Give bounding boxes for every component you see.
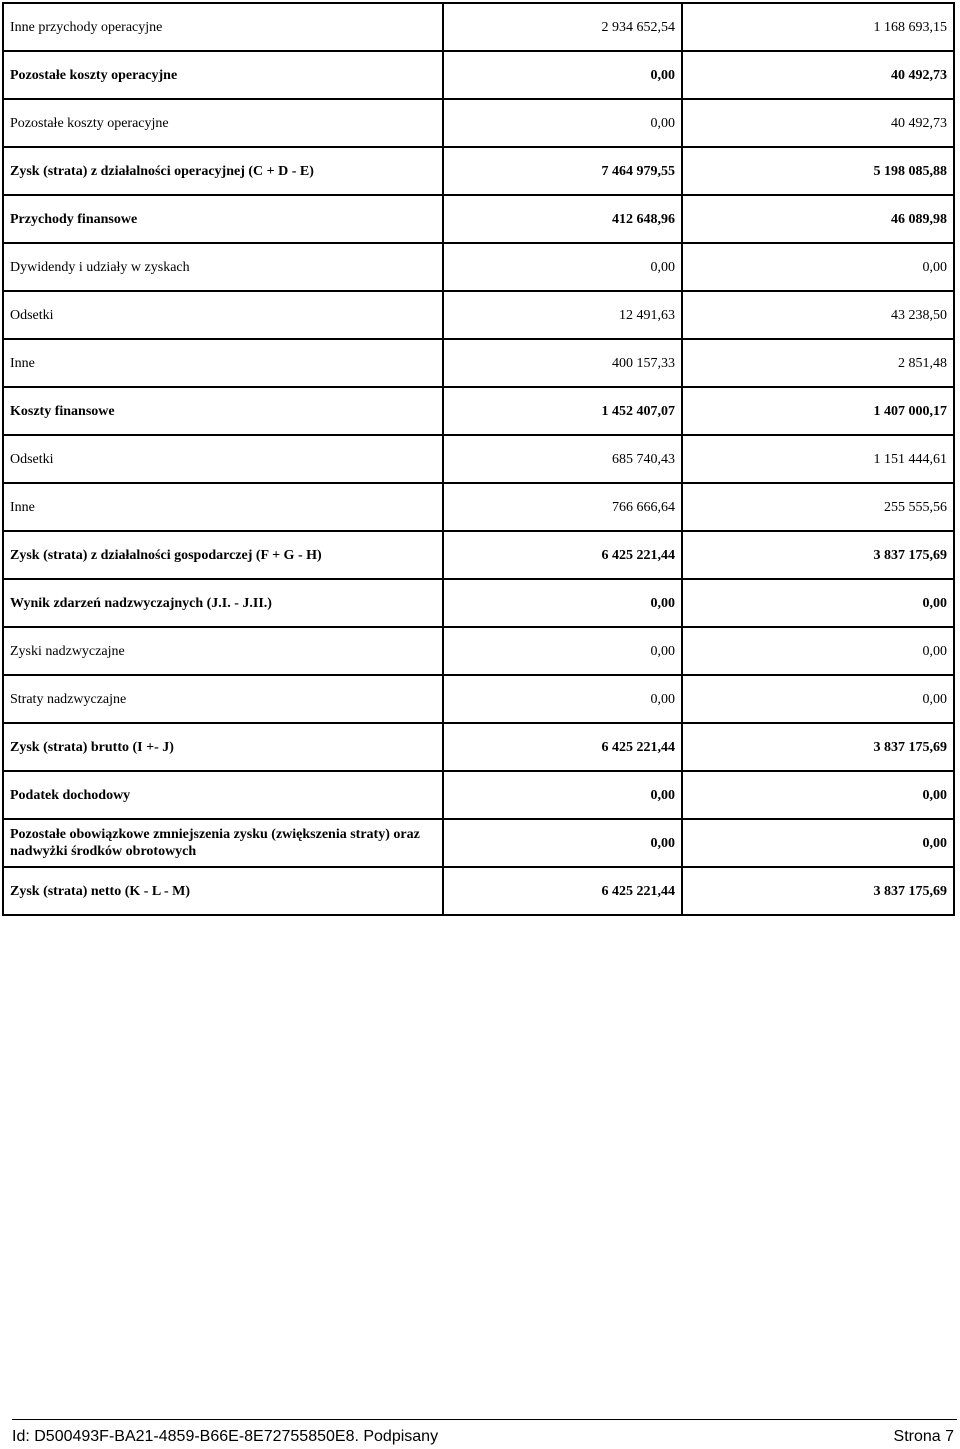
previous-year-value: 0,00 [682, 675, 954, 723]
row-label: Odsetki [3, 435, 443, 483]
table-row [3, 435, 954, 483]
previous-year-value: 255 555,56 [682, 483, 954, 531]
current-year-value: 1 452 407,07 [443, 387, 682, 435]
current-year-value: 412 648,96 [443, 195, 682, 243]
current-year-value: 0,00 [443, 819, 682, 867]
table-row [3, 339, 954, 387]
current-year-value: 0,00 [443, 579, 682, 627]
row-label: Pozostałe obowiązkowe zmniejszenia zysku (zwiększenia straty) oraz nadwyżki środków obrotowych [3, 819, 443, 867]
previous-year-value: 40 492,73 [682, 51, 954, 99]
table-row [3, 483, 954, 531]
row-label: Straty nadzwyczajne [3, 675, 443, 723]
previous-year-value: 3 837 175,69 [682, 723, 954, 771]
row-label: Dywidendy i udziały w zyskach [3, 243, 443, 291]
row-label: Zysk (strata) netto (K - L - M) [3, 867, 443, 915]
table-row [3, 99, 954, 147]
row-label: Inne [3, 483, 443, 531]
table-row [3, 3, 954, 51]
table-row [3, 195, 954, 243]
row-label: Inne przychody operacyjne [3, 3, 443, 51]
previous-year-value: 0,00 [682, 243, 954, 291]
row-label: Zysk (strata) z działalności gospodarczej (F + G - H) [3, 531, 443, 579]
row-label: Inne [3, 339, 443, 387]
table-row [3, 51, 954, 99]
previous-year-value: 40 492,73 [682, 99, 954, 147]
previous-year-value: 46 089,98 [682, 195, 954, 243]
current-year-value: 0,00 [443, 99, 682, 147]
previous-year-value: 43 238,50 [682, 291, 954, 339]
current-year-value: 0,00 [443, 243, 682, 291]
current-year-value: 0,00 [443, 51, 682, 99]
current-year-value: 685 740,43 [443, 435, 682, 483]
current-year-value: 6 425 221,44 [443, 531, 682, 579]
current-year-value: 400 157,33 [443, 339, 682, 387]
previous-year-value: 0,00 [682, 819, 954, 867]
previous-year-value: 1 168 693,15 [682, 3, 954, 51]
row-label: Zysk (strata) brutto (I +- J) [3, 723, 443, 771]
current-year-value: 0,00 [443, 627, 682, 675]
page-footer [12, 1419, 957, 1446]
table-row [3, 867, 954, 915]
current-year-value: 0,00 [443, 771, 682, 819]
previous-year-value: 3 837 175,69 [682, 867, 954, 915]
financial-statement-table [2, 2, 955, 916]
row-label: Pozostałe koszty operacyjne [3, 99, 443, 147]
table-row [3, 675, 954, 723]
current-year-value: 6 425 221,44 [443, 723, 682, 771]
row-label: Podatek dochodowy [3, 771, 443, 819]
table-row [3, 723, 954, 771]
current-year-value: 6 425 221,44 [443, 867, 682, 915]
table-row [3, 627, 954, 675]
row-label: Odsetki [3, 291, 443, 339]
previous-year-value: 1 151 444,61 [682, 435, 954, 483]
current-year-value: 12 491,63 [443, 291, 682, 339]
current-year-value: 766 666,64 [443, 483, 682, 531]
table-row [3, 147, 954, 195]
previous-year-value: 5 198 085,88 [682, 147, 954, 195]
table-row [3, 771, 954, 819]
previous-year-value: 0,00 [682, 771, 954, 819]
previous-year-value: 0,00 [682, 579, 954, 627]
table-row [3, 291, 954, 339]
table-row [3, 531, 954, 579]
table-row [3, 819, 954, 867]
current-year-value: 7 464 979,55 [443, 147, 682, 195]
document-id: Id: D500493F-BA21-4859-B66E-8E72755850E8. Podpisany [12, 1428, 439, 1445]
row-label: Pozostałe koszty operacyjne [3, 51, 443, 99]
row-label: Zysk (strata) z działalności operacyjnej (C + D - E) [3, 147, 443, 195]
previous-year-value: 0,00 [682, 627, 954, 675]
current-year-value: 2 934 652,54 [443, 3, 682, 51]
table-row [3, 579, 954, 627]
row-label: Przychody finansowe [3, 195, 443, 243]
table-row [3, 387, 954, 435]
current-year-value: 0,00 [443, 675, 682, 723]
row-label: Wynik zdarzeń nadzwyczajnych (J.I. - J.II.) [3, 579, 443, 627]
previous-year-value: 3 837 175,69 [682, 531, 954, 579]
row-label: Koszty finansowe [3, 387, 443, 435]
table-row [3, 243, 954, 291]
page-number: Strona 7 [893, 1428, 954, 1445]
previous-year-value: 2 851,48 [682, 339, 954, 387]
row-label: Zyski nadzwyczajne [3, 627, 443, 675]
previous-year-value: 1 407 000,17 [682, 387, 954, 435]
